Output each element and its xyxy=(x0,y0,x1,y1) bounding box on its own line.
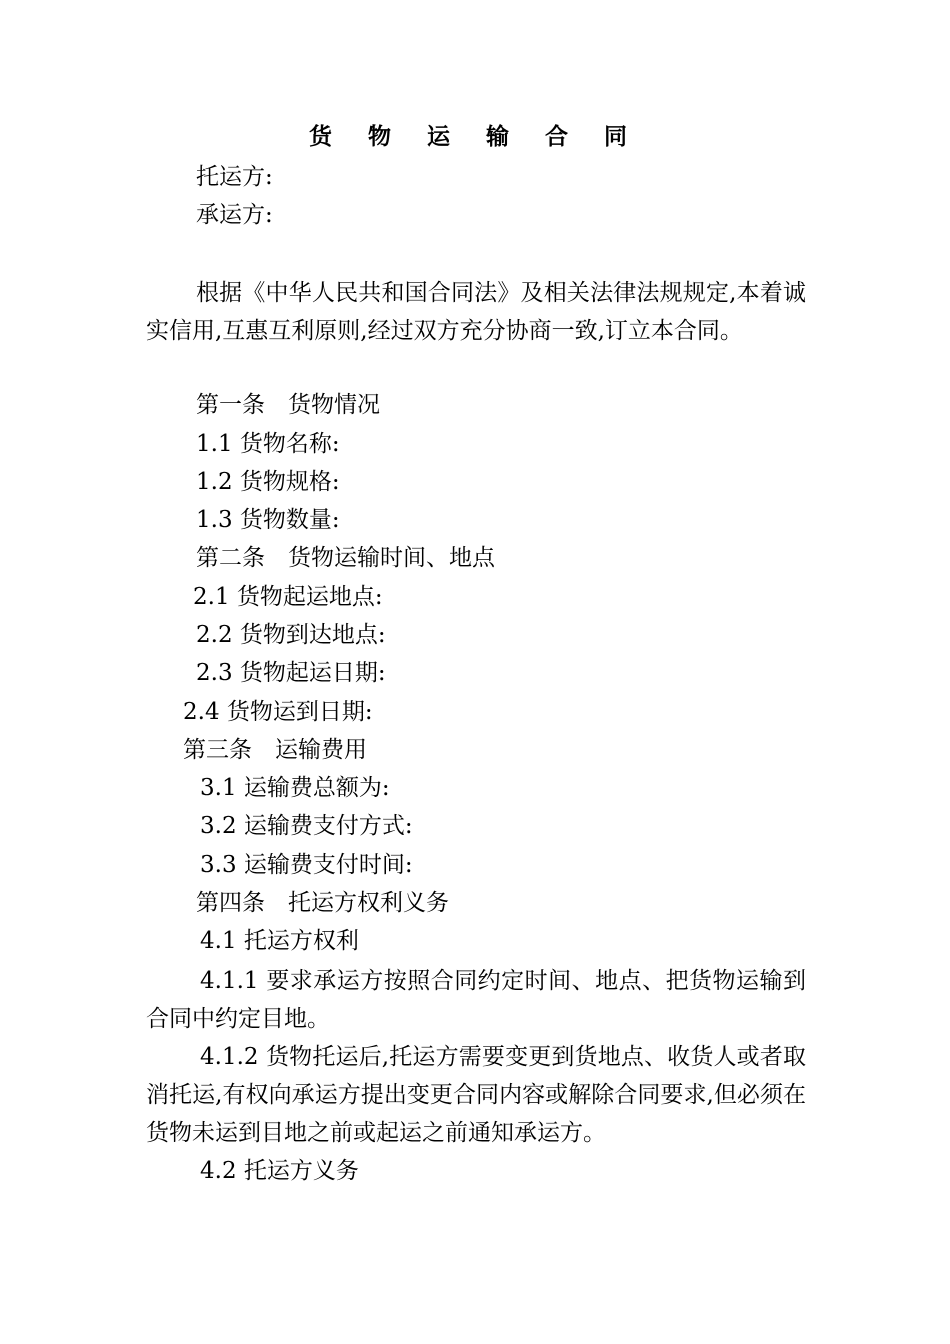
article1-item-2: 1.2 货物规格: xyxy=(196,469,340,495)
article2-item-3: 2.3 货物起运日期: xyxy=(196,660,386,686)
article3-item-2: 3.2 运输费支付方式: xyxy=(200,813,413,839)
article2-item-2: 2.2 货物到达地点: xyxy=(196,622,386,648)
article2-item-1: 2.1 货物起运地点: xyxy=(193,584,383,610)
article1-item-3: 1.3 货物数量: xyxy=(196,507,340,533)
article3-item-1: 3.1 运输费总额为: xyxy=(200,775,390,801)
article1-heading: 第一条 货物情况 xyxy=(196,392,380,418)
article3-heading: 第三条 运输费用 xyxy=(183,737,367,763)
article4-heading: 第四条 托运方权利义务 xyxy=(196,890,449,916)
document-title: 货 物 运 输 合 同 xyxy=(308,124,642,150)
shipper-label: 托运方: xyxy=(196,164,273,190)
article2-heading: 第二条 货物运输时间、地点 xyxy=(196,545,495,571)
article2-item-4: 2.4 货物运到日期: xyxy=(183,699,373,725)
preamble-paragraph: 根据《中华人民共和国合同法》及相关法律法规规定,本着诚实信用,互惠互利原则,经过双方充分协商一致,订立本合同。 xyxy=(146,280,806,344)
article3-item-3: 3.3 运输费支付时间: xyxy=(200,852,413,878)
article4-sub1-heading: 4.1 托运方权利 xyxy=(200,928,359,954)
article1-item-1: 1.1 货物名称: xyxy=(196,431,340,457)
clause-4-1-1: 4.1.1 要求承运方按照合同约定时间、地点、把货物运输到合同中约定目地。 xyxy=(146,968,806,1032)
article4-sub2-heading: 4.2 托运方义务 xyxy=(200,1158,359,1184)
carrier-label: 承运方: xyxy=(196,202,273,228)
clause-4-1-2: 4.1.2 货物托运后,托运方需要变更到货地点、收货人或者取消托运,有权向承运方提出变更合同内容或解除合同要求,但必须在货物未运到目地之前或起运之前通知承运方。 xyxy=(146,1044,806,1146)
